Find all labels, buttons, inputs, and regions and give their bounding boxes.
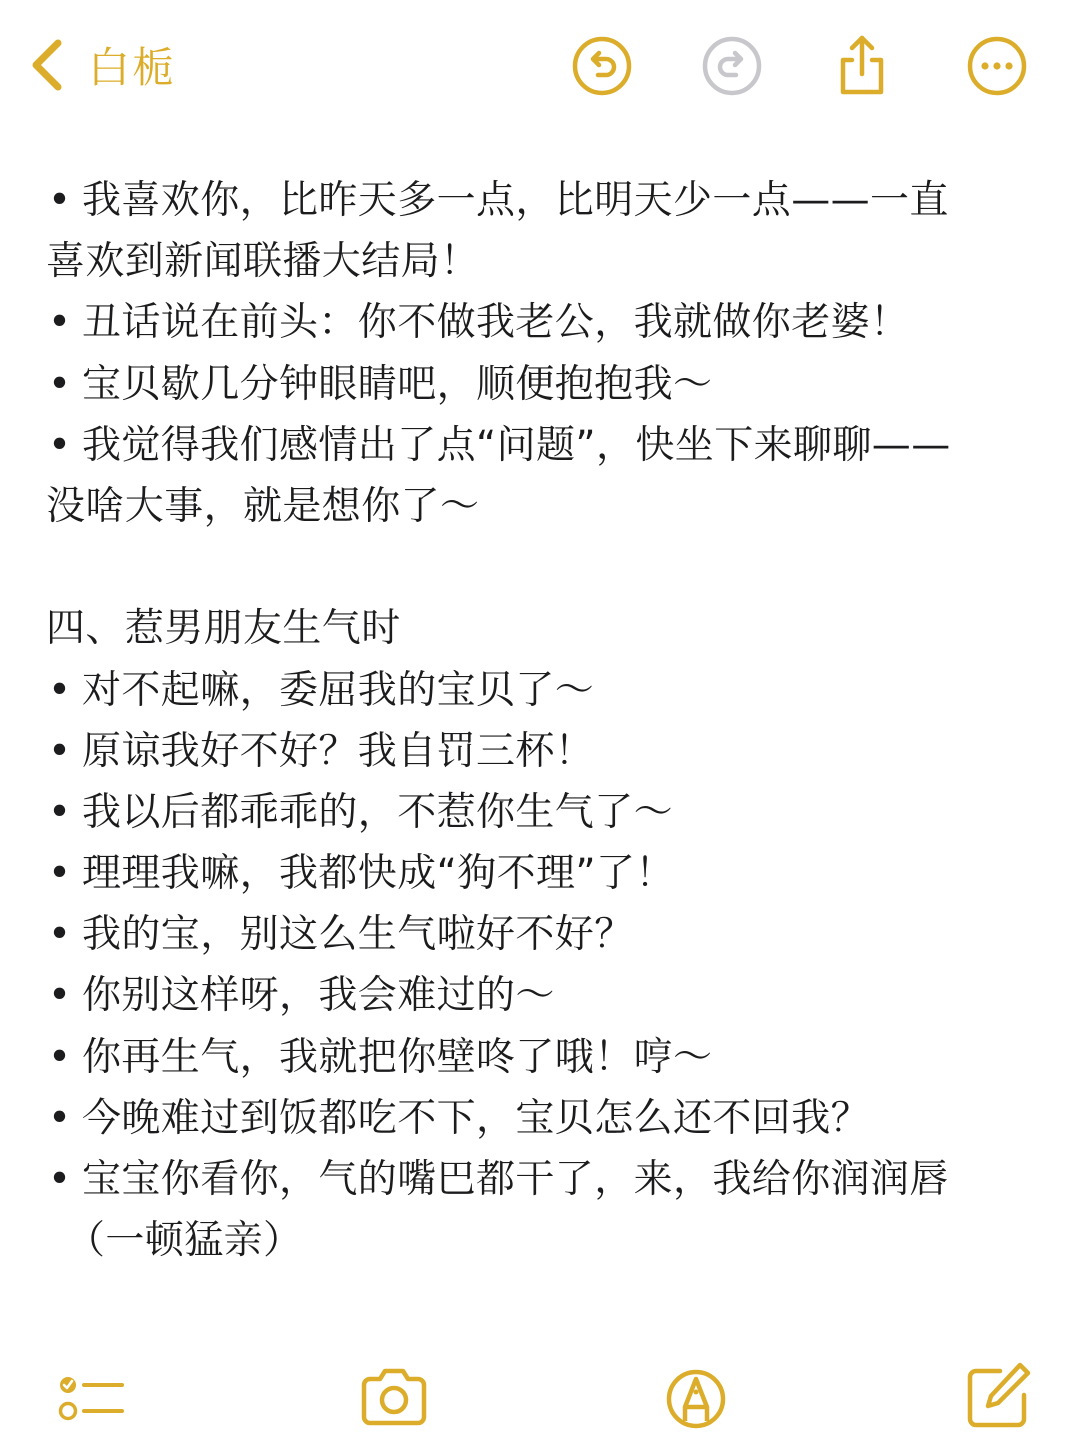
- bullet-marker: •: [48, 851, 72, 897]
- compose-button[interactable]: [960, 1359, 1036, 1435]
- bullet-marker: •: [48, 789, 72, 835]
- note-line: [46, 354, 1036, 415]
- note-line-text: 四、惹男朋友生气时: [46, 606, 401, 652]
- note-line: [46, 1027, 1036, 1088]
- note-line: [46, 231, 1036, 292]
- undo-icon: [570, 34, 634, 98]
- redo-icon: [700, 34, 764, 98]
- note-line-text: 没啥大事，就是想你了～: [46, 483, 480, 529]
- checklist-button[interactable]: [52, 1359, 128, 1435]
- note-line-text: 我的宝，别这么生气啦好不好？: [82, 912, 634, 958]
- note-line-text: 我喜欢你，比昨天多一点，比明天少一点——一直: [82, 178, 949, 223]
- note-body[interactable]: [46, 170, 1036, 1271]
- note-line: [46, 965, 1036, 1026]
- bullet-marker: •: [48, 300, 72, 346]
- note-line: [46, 782, 1036, 843]
- markup-pen-icon: [658, 1359, 734, 1435]
- note-line-text: 我以后都乖乖的，不惹你生气了～: [82, 789, 674, 835]
- checklist-icon: [52, 1359, 128, 1435]
- bullet-marker: •: [48, 361, 72, 407]
- bottom-toolbar: [0, 1345, 1080, 1443]
- note-line-text: 你再生气，我就把你壁咚了哦！哼～: [82, 1034, 713, 1080]
- bullet-marker: •: [48, 178, 72, 223]
- note-line-text: 对不起嘛，委屈我的宝贝了～: [82, 667, 595, 713]
- note-line: [46, 476, 1036, 537]
- bullet-marker: •: [48, 1095, 72, 1141]
- note-line-text: 我觉得我们感情出了点“问题”，快坐下来聊聊——: [82, 422, 951, 468]
- note-line: [46, 1210, 1036, 1271]
- note-line-text: 喜欢到新闻联播大结局！: [46, 239, 480, 285]
- navigation-bar: [0, 0, 1080, 130]
- note-line: [46, 598, 1036, 659]
- note-line: [46, 904, 1036, 965]
- back-button[interactable]: [28, 34, 176, 96]
- back-label: 白栀: [88, 43, 177, 92]
- note-line: [46, 843, 1036, 904]
- camera-button[interactable]: [356, 1359, 432, 1435]
- bullet-marker: •: [48, 912, 72, 958]
- share-button[interactable]: [830, 34, 894, 98]
- note-line: [46, 1149, 1036, 1210]
- note-line: [46, 170, 1036, 231]
- more-icon: [965, 34, 1029, 98]
- note-line-text: 原谅我好不好？我自罚三杯！: [82, 728, 595, 774]
- note-line: [46, 660, 1036, 721]
- note-line-text: 今晚难过到饭都吃不下，宝贝怎么还不回我？: [82, 1095, 871, 1141]
- note-line-text: 宝宝你看你，气的嘴巴都干了，来，我给你润润唇: [82, 1157, 949, 1202]
- note-line-text: 理理我嘛，我都快成“狗不理”了！: [82, 851, 675, 897]
- note-line-text: 宝贝歇几分钟眼睛吧，顺便抱抱我～: [82, 361, 713, 407]
- chevron-left-icon: [28, 37, 68, 93]
- compose-icon: [960, 1359, 1036, 1435]
- note-line: [46, 292, 1036, 353]
- note-line-text: （一顿猛亲）: [66, 1218, 303, 1264]
- bullet-marker: •: [48, 728, 72, 774]
- camera-icon: [356, 1359, 432, 1435]
- bullet-marker: •: [48, 1157, 72, 1202]
- note-line: [46, 1088, 1036, 1149]
- redo-button[interactable]: [700, 34, 764, 98]
- note-line: [46, 415, 1036, 476]
- bullet-marker: •: [48, 973, 72, 1019]
- markup-button[interactable]: [658, 1359, 734, 1435]
- undo-button[interactable]: [570, 34, 634, 98]
- note-line-text: 丑话说在前头：你不做我老公，我就做你老婆！: [82, 300, 910, 346]
- bullet-marker: •: [48, 422, 72, 468]
- note-line: [46, 537, 1036, 598]
- more-button[interactable]: [965, 34, 1029, 98]
- note-line-text: 你别这样呀，我会难过的～: [82, 973, 555, 1019]
- bullet-marker: •: [48, 1034, 72, 1080]
- share-icon: [830, 34, 894, 98]
- note-line: [46, 721, 1036, 782]
- bullet-marker: •: [48, 667, 72, 713]
